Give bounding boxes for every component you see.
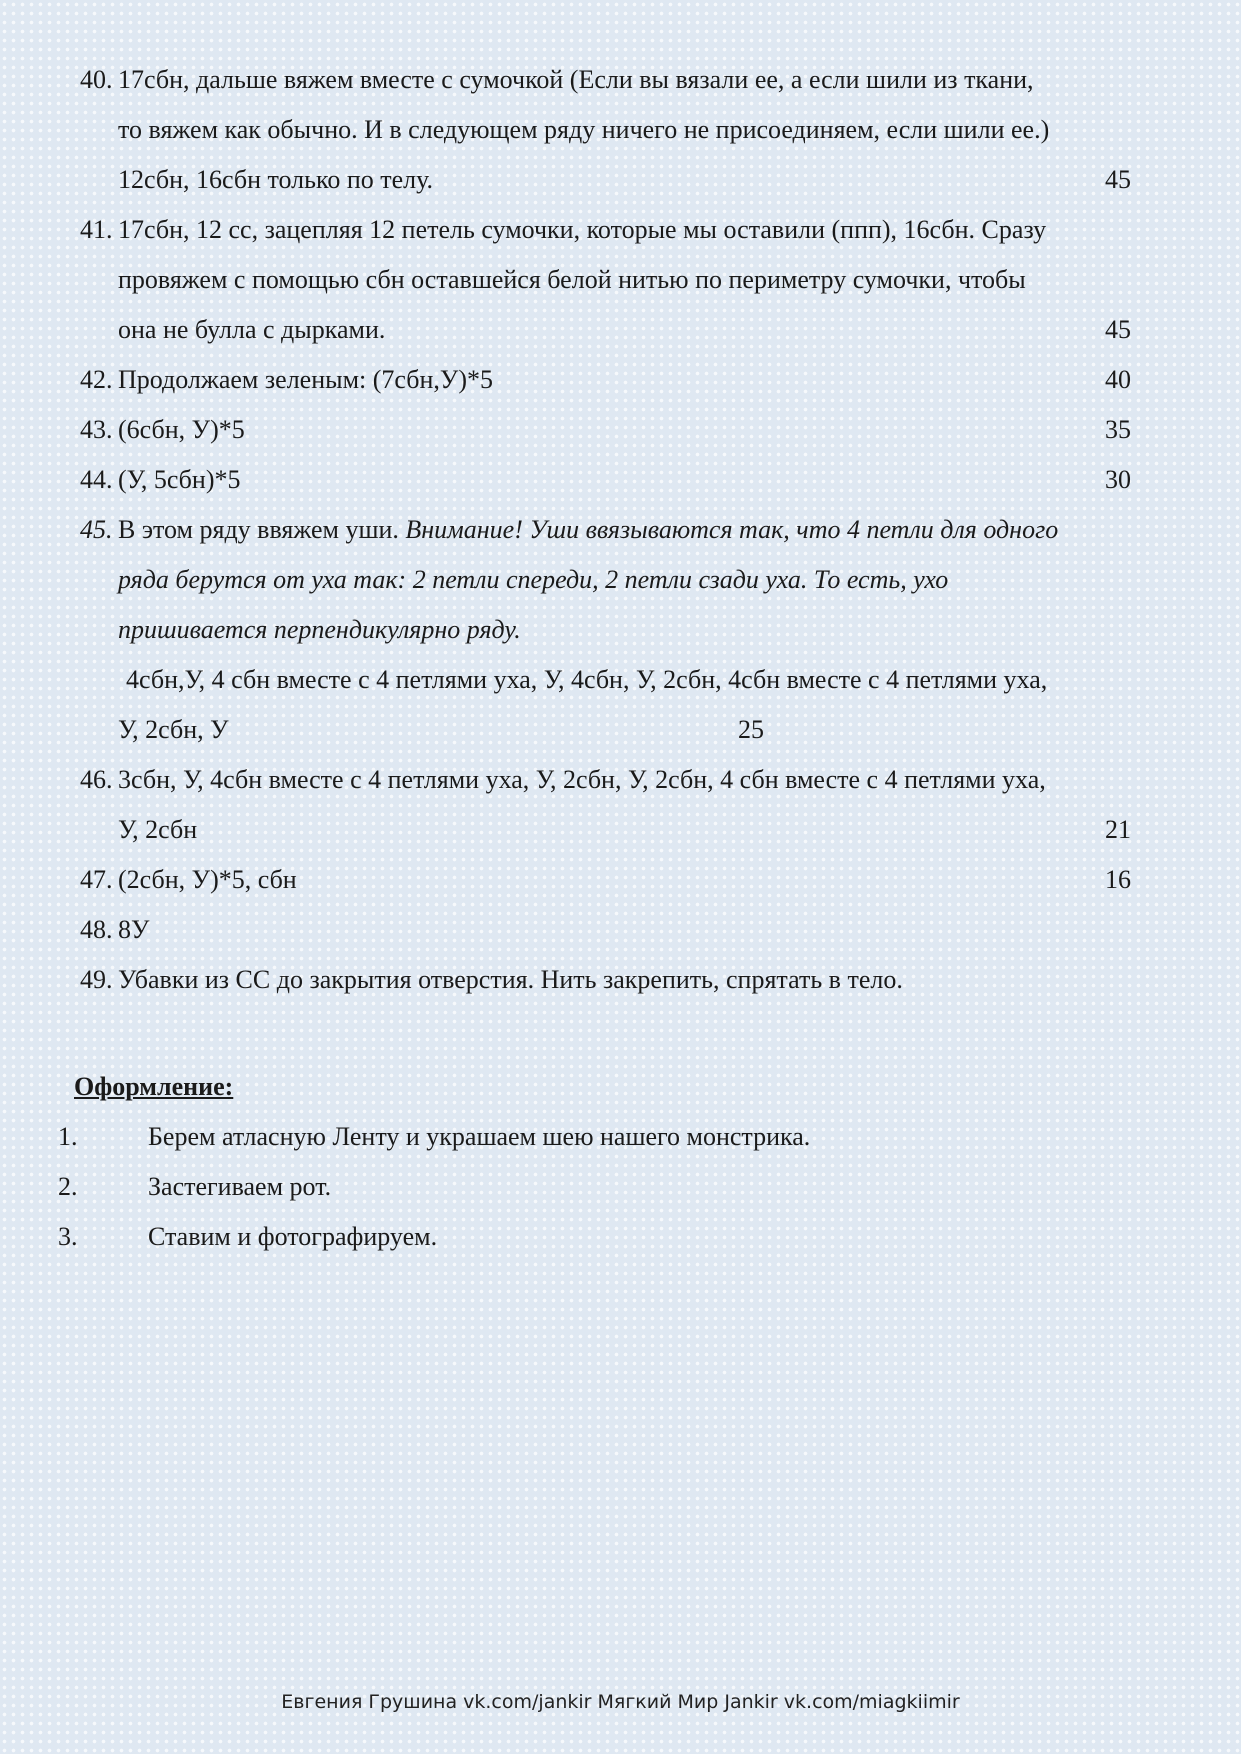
step-text: пришивается перпендикулярно ряду. [118,615,521,644]
step-text: то вяжем как обычно. И в следующем ряду ничего не присоединяем, если шили ее.) [118,115,1050,144]
step-text [118,505,1058,555]
step-text: (2сбн, У)*5, сбн [118,865,297,894]
stitch-count: 30 [1105,465,1131,494]
step-number: 47. [80,865,113,894]
stitch-count: 16 [1105,865,1131,894]
step-text: (У, 5сбн)*5 [118,465,241,494]
step-45-line-3 [0,605,1241,655]
step-49 [0,955,1241,1005]
step-40-line-1 [0,55,1241,105]
step-41-line-1 [0,205,1241,255]
step-text: 3сбн, У, 4сбн вместе с 4 петлями уха, У, 2сбн, У, 2сбн, 4 сбн вместе с 4 петлями уха, [118,765,1046,794]
step-43 [0,405,1241,455]
step-45-line-4 [0,655,1241,705]
step-41-line-2 [0,255,1241,305]
step-text: У, 2сбн [118,815,198,844]
step-number: 48. [80,915,113,944]
step-47 [0,855,1241,905]
list-item-text: Ставим и фотографируем. [148,1222,438,1251]
step-48 [0,905,1241,955]
step-text: 4сбн,У, 4 сбн вместе с 4 петлями уха, У, 4сбн, У, 2сбн, 4сбн вместе с 4 петлями уха, [126,665,1048,694]
list-item-text: Застегиваем рот. [148,1172,332,1201]
step-number: 49. [80,965,113,994]
step-45-line-2 [0,555,1241,605]
stitch-count: 35 [1105,415,1131,444]
step-number: 41. [80,215,113,244]
step-text: 8У [118,915,150,944]
list-item-text: Берем атласную Ленту и украшаем шею нашего монстрика. [148,1122,811,1151]
step-text: 12сбн, 16сбн только по телу. [118,165,434,194]
step-text: У, 2сбн, У [118,715,229,744]
stitch-count: 45 [1105,315,1131,344]
step-text: провяжем с помощью сбн оставшейся белой нитью по периметру сумочки, чтобы [118,265,1026,294]
step-45-line-5 [0,705,1241,755]
step-text: ряда берутся от уха так: 2 петли спереди, 2 петли сзади уха. То есть, ухо [118,565,949,594]
step-number: 42. [80,365,113,394]
step-40-line-3 [0,155,1241,205]
step-text: 17сбн, 12 сс, зацепляя 12 петель сумочки, которые мы оставили (ппп), 16сбн. Сразу [118,215,1047,244]
step-44 [0,455,1241,505]
stitch-count: 40 [1105,365,1131,394]
step-number: 46. [80,765,113,794]
stitch-count: 21 [1105,815,1131,844]
step-40-line-2 [0,105,1241,155]
page-footer: Евгения Грушина vk.com/jankir Мягкий Мир Jankir vk.com/miagkiimir [281,1691,960,1713]
list-item [0,1212,1241,1262]
step-46-line-1 [0,755,1241,805]
section-heading: Оформление: [74,1072,234,1101]
step-text: Продолжаем зеленым: (7сбн,У)*5 [118,365,493,394]
step-41-line-3 [0,305,1241,355]
step-number: 40. [80,65,113,94]
step-number: 44. [80,465,113,494]
step-number: 45. [80,515,113,544]
step-text-plain: В этом ряду ввяжем уши. [118,515,406,544]
step-45-line-1 [0,505,1241,555]
list-item [0,1112,1241,1162]
step-text: (6сбн, У)*5 [118,415,245,444]
step-46-line-2 [0,805,1241,855]
stitch-count: 45 [1105,165,1131,194]
stitch-count: 25 [738,715,764,744]
list-item-number: 3. [58,1222,78,1251]
list-item-number: 1. [58,1122,78,1151]
step-42 [0,355,1241,405]
step-text: Убавки из СС до закрытия отверстия. Нить закрепить, спрятать в тело. [118,965,903,994]
step-text: 17сбн, дальше вяжем вместе с сумочкой (Если вы вязали ее, а если шили из ткани, [118,65,1034,94]
list-item-number: 2. [58,1172,78,1201]
step-text: она не булла с дырками. [118,315,386,344]
step-text-italic: Внимание! Уши ввязываются так, что 4 петли для одного [405,515,1059,544]
list-item [0,1162,1241,1212]
step-number: 43. [80,415,113,444]
